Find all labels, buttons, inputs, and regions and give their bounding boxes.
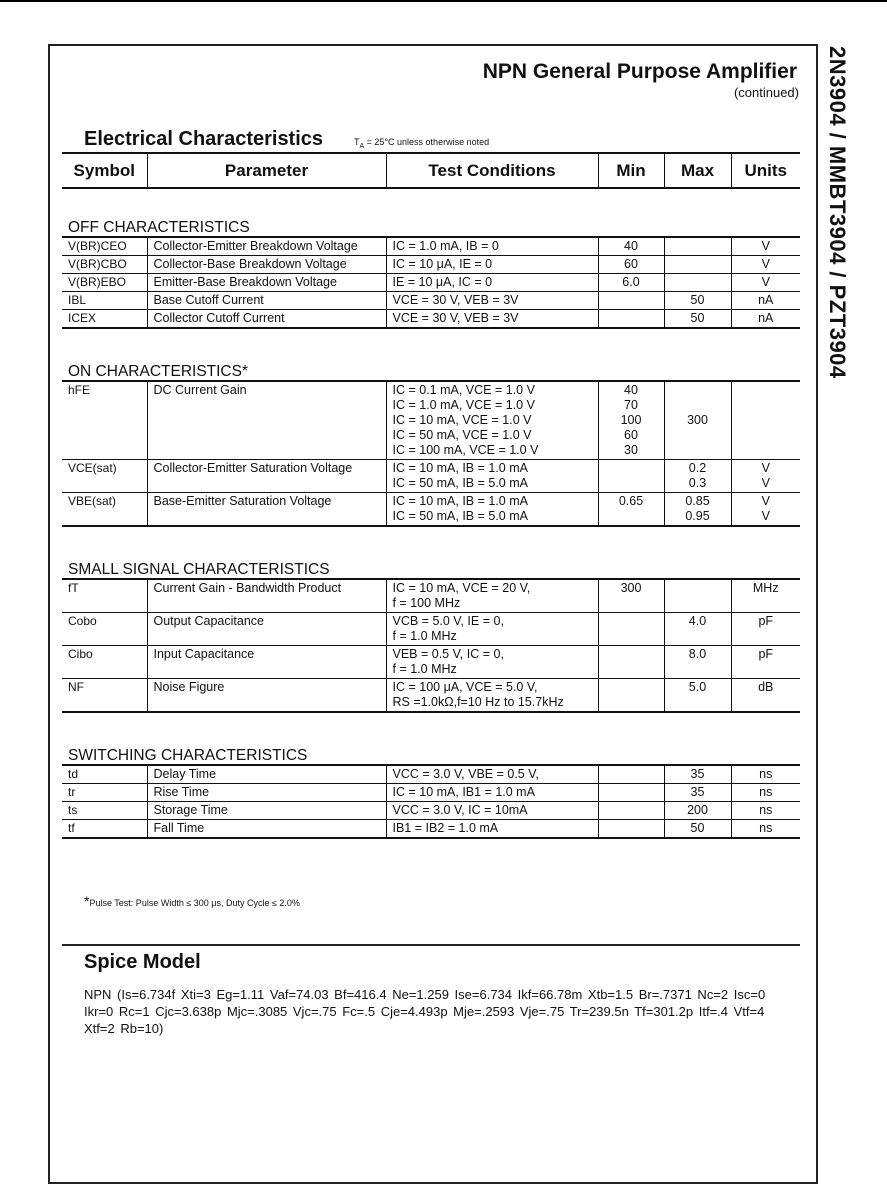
cell-min xyxy=(598,679,664,713)
cell-min: 60 xyxy=(598,256,664,274)
cell-conditions: VCC = 3.0 V, VBE = 0.5 V, xyxy=(386,765,598,784)
spacer-row xyxy=(62,328,800,359)
table-row xyxy=(62,237,800,256)
cell-conditions: IC = 10 mA, IB1 = 1.0 mA xyxy=(386,784,598,802)
cell-units: nA xyxy=(731,292,800,310)
cell-symbol: ICEX xyxy=(62,310,147,329)
cell-symbol: VBE(sat) xyxy=(62,493,147,527)
table-row xyxy=(62,256,800,274)
cell-units: V xyxy=(731,237,800,256)
cell-parameter: Fall Time xyxy=(147,820,386,839)
category-row-switching xyxy=(62,743,800,765)
cell-min xyxy=(598,646,664,679)
category-heading: ON CHARACTERISTICS* xyxy=(62,359,800,381)
spacer-row xyxy=(62,712,800,743)
cell-min xyxy=(598,310,664,329)
cell-symbol: tr xyxy=(62,784,147,802)
table-row xyxy=(62,802,800,820)
cell-max: 35 xyxy=(664,784,731,802)
header-parameter: Parameter xyxy=(147,153,386,188)
cell-units: MHz xyxy=(731,579,800,613)
cell-max: 8.0 xyxy=(664,646,731,679)
cell-symbol: Cobo xyxy=(62,613,147,646)
temp-note-sub: A xyxy=(359,142,365,150)
cell-min xyxy=(598,460,664,493)
cell-min: 0.65 xyxy=(598,493,664,527)
temp-note-rest: = 25°C unless otherwise noted xyxy=(364,137,490,147)
side-part-number xyxy=(824,46,850,446)
category-row-off xyxy=(62,215,800,237)
temperature-note xyxy=(354,137,489,150)
cell-symbol: Cibo xyxy=(62,646,147,679)
table-row xyxy=(62,292,800,310)
spacer-row xyxy=(62,526,800,557)
cell-conditions: IB1 = IB2 = 1.0 mA xyxy=(386,820,598,839)
cell-units: V xyxy=(731,274,800,292)
cell-max: 50 xyxy=(664,310,731,329)
table-body xyxy=(62,188,800,838)
cell-max: 300 xyxy=(664,381,731,460)
cell-units: ns xyxy=(731,765,800,784)
cell-parameter: Input Capacitance xyxy=(147,646,386,679)
spice-model-title: Spice Model xyxy=(84,951,201,973)
cell-parameter: Output Capacitance xyxy=(147,613,386,646)
cell-parameter: Collector-Emitter Breakdown Voltage xyxy=(147,237,386,256)
spice-divider xyxy=(62,944,800,946)
cell-min xyxy=(598,784,664,802)
cell-conditions: VCE = 30 V, VEB = 3V xyxy=(386,310,598,329)
cell-conditions: IC = 0.1 mA, VCE = 1.0 V IC = 1.0 mA, VCE = 1.0 V IC = 10 mA, VCE = 1.0 V IC = 50 mA, VCE = 1.0 V IC = 100 mA, VCE = 1.0 V xyxy=(386,381,598,460)
cell-max: 50 xyxy=(664,820,731,839)
cell-max: 0.2 0.3 xyxy=(664,460,731,493)
footnote-text: Pulse Test: Pulse Width ≤ 300 μs, Duty Cycle ≤ 2.0% xyxy=(89,898,300,908)
cell-units: V V xyxy=(731,493,800,527)
cell-conditions: IC = 1.0 mA, IB = 0 xyxy=(386,237,598,256)
cell-conditions: VEB = 0.5 V, IC = 0, f = 1.0 MHz xyxy=(386,646,598,679)
cell-conditions: VCE = 30 V, VEB = 3V xyxy=(386,292,598,310)
cell-min xyxy=(598,820,664,839)
cell-min xyxy=(598,292,664,310)
cell-conditions: IC = 10 mA, IB = 1.0 mA IC = 50 mA, IB = 5.0 mA xyxy=(386,460,598,493)
cell-symbol: fT xyxy=(62,579,147,613)
cell-parameter: Delay Time xyxy=(147,765,386,784)
side-part-number-text: 2N3904 / MMBT3904 / PZT3904 xyxy=(825,46,850,379)
section-heading: Electrical Characteristics xyxy=(84,128,324,150)
cell-min: 40 xyxy=(598,237,664,256)
cell-conditions: IC = 10 mA, IB = 1.0 mA IC = 50 mA, IB = 5.0 mA xyxy=(386,493,598,527)
spice-model-text: NPN (Is=6.734f Xti=3 Eg=1.11 Vaf=74.03 Bf=416.4 Ne=1.259 Ise=6.734 Ikf=66.78m Xtb=1.5 Br=.7371 Nc=2 Isc=0 Ikr=0 Rc=1 Cjc=3.638p Mjc=.3085 Vjc=.75 Fc=.5 Cje=4.493p Mje=.2593 Vje=.75 Tr=239.5n Tf=301.2p Itf=.4 Vtf=4 Xtf=2 Rb=10) xyxy=(84,987,766,1036)
cell-min xyxy=(598,765,664,784)
cell-max xyxy=(664,579,731,613)
header-test-conditions: Test Conditions xyxy=(386,153,598,188)
header-max: Max xyxy=(664,153,731,188)
cell-conditions: IC = 100 μA, VCE = 5.0 V, RS =1.0kΩ,f=10 Hz to 15.7kHz xyxy=(386,679,598,713)
cell-parameter: Collector Cutoff Current xyxy=(147,310,386,329)
cell-symbol: hFE xyxy=(62,381,147,460)
cell-symbol: ts xyxy=(62,802,147,820)
cell-units: ns xyxy=(731,820,800,839)
table-row xyxy=(62,765,800,784)
cell-units: nA xyxy=(731,310,800,329)
cell-symbol: VCE(sat) xyxy=(62,460,147,493)
document-title: NPN General Purpose Amplifier xyxy=(482,60,797,83)
header-symbol: Symbol xyxy=(62,153,147,188)
cell-max xyxy=(664,256,731,274)
cell-units: dB xyxy=(731,679,800,713)
cell-max: 5.0 xyxy=(664,679,731,713)
cell-parameter: Storage Time xyxy=(147,802,386,820)
cell-parameter: Base-Emitter Saturation Voltage xyxy=(147,493,386,527)
cell-units: ns xyxy=(731,784,800,802)
cell-max: 200 xyxy=(664,802,731,820)
document-subtitle: (continued) xyxy=(733,85,799,100)
cell-parameter: Collector-Emitter Saturation Voltage xyxy=(147,460,386,493)
table-row xyxy=(62,460,800,493)
cell-min xyxy=(598,613,664,646)
cell-symbol: V(BR)EBO xyxy=(62,274,147,292)
cell-units: V xyxy=(731,256,800,274)
header-min: Min xyxy=(598,153,664,188)
cell-parameter: Base Cutoff Current xyxy=(147,292,386,310)
cell-conditions: IE = 10 μA, IC = 0 xyxy=(386,274,598,292)
cell-units: pF xyxy=(731,613,800,646)
spacer-row xyxy=(62,188,800,215)
table-row xyxy=(62,579,800,613)
cell-parameter: DC Current Gain xyxy=(147,381,386,460)
table-header-row xyxy=(62,153,800,188)
temp-note-t: T xyxy=(354,137,360,147)
footnote-star: * xyxy=(84,893,90,909)
cell-max: 0.85 0.95 xyxy=(664,493,731,527)
cell-parameter: Emitter-Base Breakdown Voltage xyxy=(147,274,386,292)
table-row xyxy=(62,613,800,646)
table-row xyxy=(62,784,800,802)
cell-parameter: Current Gain - Bandwidth Product xyxy=(147,579,386,613)
cell-max: 4.0 xyxy=(664,613,731,646)
category-heading: OFF CHARACTERISTICS xyxy=(62,215,800,237)
category-row-on xyxy=(62,359,800,381)
cell-conditions: VCC = 3.0 V, IC = 10mA xyxy=(386,802,598,820)
table-row xyxy=(62,310,800,329)
cell-conditions: IC = 10 μA, IE = 0 xyxy=(386,256,598,274)
cell-parameter: Noise Figure xyxy=(147,679,386,713)
cell-max: 50 xyxy=(664,292,731,310)
cell-min: 6.0 xyxy=(598,274,664,292)
cell-symbol: V(BR)CEO xyxy=(62,237,147,256)
cell-parameter: Collector-Base Breakdown Voltage xyxy=(147,256,386,274)
cell-min: 40 70 100 60 30 xyxy=(598,381,664,460)
cell-units: ns xyxy=(731,802,800,820)
top-rule xyxy=(0,0,887,2)
cell-parameter: Rise Time xyxy=(147,784,386,802)
table-row xyxy=(62,274,800,292)
cell-symbol: NF xyxy=(62,679,147,713)
cell-symbol: IBL xyxy=(62,292,147,310)
cell-max xyxy=(664,274,731,292)
table-row xyxy=(62,679,800,713)
header-units: Units xyxy=(731,153,800,188)
table-row xyxy=(62,381,800,460)
cell-symbol: V(BR)CBO xyxy=(62,256,147,274)
table-row xyxy=(62,820,800,839)
electrical-characteristics-table xyxy=(62,152,800,839)
category-heading: SWITCHING CHARACTERISTICS xyxy=(62,743,800,765)
cell-units xyxy=(731,381,800,460)
table-row xyxy=(62,493,800,527)
cell-conditions: VCB = 5.0 V, IE = 0, f = 1.0 MHz xyxy=(386,613,598,646)
cell-max: 35 xyxy=(664,765,731,784)
footnote xyxy=(84,893,300,909)
table-row xyxy=(62,646,800,679)
category-heading: SMALL SIGNAL CHARACTERISTICS xyxy=(62,557,800,579)
category-row-small xyxy=(62,557,800,579)
cell-conditions: IC = 10 mA, VCE = 20 V, f = 100 MHz xyxy=(386,579,598,613)
cell-max xyxy=(664,237,731,256)
cell-units: pF xyxy=(731,646,800,679)
cell-min: 300 xyxy=(598,579,664,613)
cell-units: V V xyxy=(731,460,800,493)
cell-min xyxy=(598,802,664,820)
cell-symbol: td xyxy=(62,765,147,784)
cell-symbol: tf xyxy=(62,820,147,839)
